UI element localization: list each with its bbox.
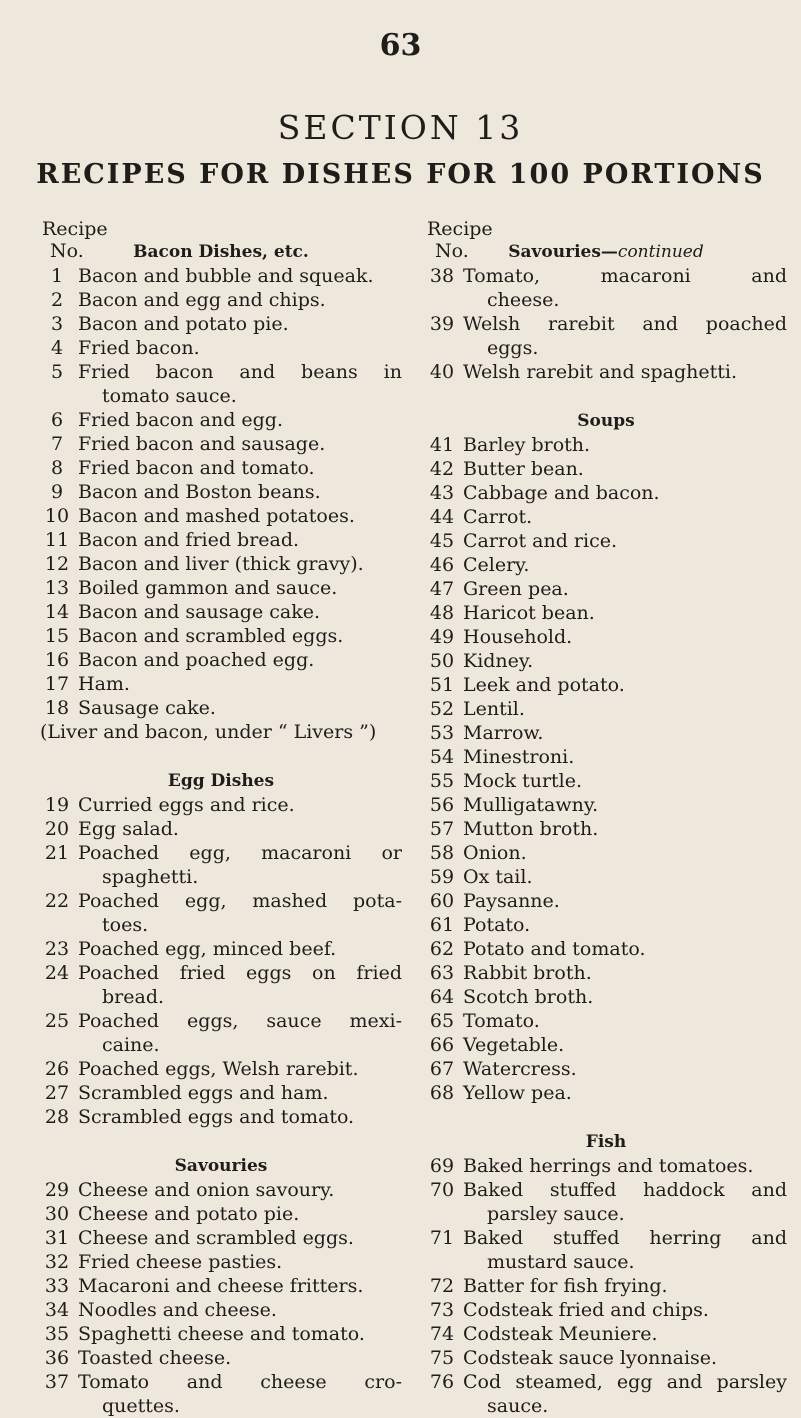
recipe-title-continuation: tomato sauce. <box>102 385 237 407</box>
recipe-title: Fried cheese pasties. <box>78 1251 283 1273</box>
recipe-title: Poached fried eggs on fried <box>78 962 402 984</box>
recipe-entry <box>40 817 402 841</box>
recipe-title: Cheese and onion savoury. <box>78 1179 335 1201</box>
section-heading-egg: Egg Dishes <box>167 771 275 791</box>
recipe-entry <box>425 1178 787 1226</box>
recipe-title: Bacon and sausage cake. <box>78 601 321 623</box>
section-heading-soups: Soups <box>577 411 635 431</box>
recipe-number: 68 <box>429 1082 455 1104</box>
section-heading-savouries-continued: Savouries—continued <box>508 242 704 262</box>
recipe-number: 61 <box>429 914 455 936</box>
recipe-title: Mulligatawny. <box>463 794 599 816</box>
recipe-number: 14 <box>44 601 70 623</box>
recipe-title: Green pea. <box>463 578 569 600</box>
recipe-entry <box>425 1081 787 1105</box>
recipe-title: Bacon and liver (thick gravy). <box>78 553 364 575</box>
recipe-title: Cheese and scrambled eggs. <box>78 1227 354 1249</box>
recipe-entry <box>425 697 787 721</box>
recipe-title: Mutton broth. <box>463 818 599 840</box>
recipe-number: 13 <box>44 577 70 599</box>
recipe-number: 26 <box>44 1058 70 1080</box>
recipe-entry <box>40 648 402 672</box>
recipe-entry <box>40 576 402 600</box>
recipe-entry <box>40 696 402 720</box>
recipe-entry <box>425 625 787 649</box>
recipe-entry <box>40 1250 402 1274</box>
recipe-number: 64 <box>429 986 455 1008</box>
recipe-title: Lentil. <box>463 698 525 720</box>
recipe-title: Fried bacon and egg. <box>78 409 284 431</box>
recipe-title: Codsteak fried and chips. <box>463 1299 709 1321</box>
recipe-title-continuation: cheese. <box>487 289 560 311</box>
recipe-number: 48 <box>429 602 455 624</box>
recipe-title: Bacon and egg and chips. <box>78 289 326 311</box>
recipe-title: Bacon and potato pie. <box>78 313 289 335</box>
recipe-entry <box>40 552 402 576</box>
recipe-number: 43 <box>429 482 455 504</box>
recipe-entry <box>40 1370 402 1418</box>
recipe-number: 25 <box>44 1010 70 1032</box>
recipe-number: 27 <box>44 1082 70 1104</box>
recipe-number: 36 <box>44 1347 70 1369</box>
recipe-list-fish <box>425 1154 787 1418</box>
recipe-entry <box>425 264 787 312</box>
recipe-entry <box>40 1274 402 1298</box>
recipe-number: 35 <box>44 1323 70 1345</box>
recipe-number: 73 <box>429 1299 455 1321</box>
recipe-label: Recipe <box>427 218 493 240</box>
recipe-title: Haricot bean. <box>463 602 595 624</box>
recipe-entry <box>40 624 402 648</box>
recipe-title: Tomato. <box>463 1010 540 1032</box>
recipe-list-soups <box>425 433 787 1105</box>
recipe-entry <box>425 817 787 841</box>
recipe-number: 56 <box>429 794 455 816</box>
recipe-title: Poached egg, minced beef. <box>78 938 337 960</box>
recipe-number: 28 <box>44 1106 70 1128</box>
recipe-number: 63 <box>429 962 455 984</box>
recipe-title: Egg salad. <box>78 818 179 840</box>
recipe-entry <box>425 360 787 384</box>
recipe-number: 45 <box>429 530 455 552</box>
recipe-entry <box>40 408 402 432</box>
recipe-number: 60 <box>429 890 455 912</box>
recipe-title: Potato and tomato. <box>463 938 646 960</box>
recipe-title: Poached eggs, Welsh rarebit. <box>78 1058 359 1080</box>
recipe-number: 52 <box>429 698 455 720</box>
recipe-entry <box>425 889 787 913</box>
recipe-entry <box>425 793 787 817</box>
recipe-title: Fried bacon. <box>78 337 200 359</box>
recipe-title: Scrambled eggs and tomato. <box>78 1106 355 1128</box>
recipe-entry <box>425 841 787 865</box>
recipe-title: Welsh rarebit and spaghetti. <box>463 361 738 383</box>
recipe-title-continuation: mustard sauce. <box>487 1251 635 1273</box>
recipe-title: Celery. <box>463 554 530 576</box>
recipe-number: 31 <box>44 1227 70 1249</box>
recipe-title: Potato. <box>463 914 531 936</box>
recipe-number: 55 <box>429 770 455 792</box>
recipe-number: 5 <box>50 361 64 383</box>
recipe-entry <box>40 1226 402 1250</box>
recipe-number: 49 <box>429 626 455 648</box>
recipe-number: 47 <box>429 578 455 600</box>
recipe-number: 42 <box>429 458 455 480</box>
recipe-title: Leek and potato. <box>463 674 625 696</box>
recipe-title: Kidney. <box>463 650 534 672</box>
recipe-number: 9 <box>50 481 64 503</box>
recipe-number: 21 <box>44 842 70 864</box>
recipe-title: Poached egg, mashed pota- <box>78 890 402 912</box>
recipe-title: Carrot. <box>463 506 533 528</box>
recipe-title: Boiled gammon and sauce. <box>78 577 338 599</box>
recipe-number: 71 <box>429 1227 455 1249</box>
section-heading-savouries: Savouries <box>174 1156 268 1176</box>
recipe-number: 62 <box>429 938 455 960</box>
recipe-number: 53 <box>429 722 455 744</box>
recipe-number: 10 <box>44 505 70 527</box>
right-column <box>425 218 787 1418</box>
recipe-title: Baked stuffed haddock and <box>463 1179 787 1201</box>
recipe-number: 75 <box>429 1347 455 1369</box>
no-label: No. <box>50 240 84 262</box>
recipe-number: 76 <box>429 1371 455 1393</box>
recipe-title: Codsteak sauce lyonnaise. <box>463 1347 718 1369</box>
recipe-entry <box>40 336 402 360</box>
recipe-title: Minestroni. <box>463 746 575 768</box>
recipe-number: 33 <box>44 1275 70 1297</box>
recipe-entry <box>425 1322 787 1346</box>
section-title: SECTION 13 <box>277 108 524 147</box>
recipe-number: 8 <box>50 457 64 479</box>
recipe-title: Cod steamed, egg and parsley <box>463 1371 787 1393</box>
recipe-entry <box>425 865 787 889</box>
recipe-entry <box>40 480 402 504</box>
recipe-entry <box>425 505 787 529</box>
recipe-title-continuation: parsley sauce. <box>487 1203 625 1225</box>
recipe-list-savouries-continued <box>425 264 787 384</box>
recipe-number: 2 <box>50 289 64 311</box>
recipe-number: 38 <box>429 265 455 287</box>
recipe-entry <box>40 1081 402 1105</box>
recipe-title: Macaroni and cheese fritters. <box>78 1275 364 1297</box>
recipe-number: 11 <box>44 529 70 551</box>
recipe-number: 57 <box>429 818 455 840</box>
recipe-title: Sausage cake. <box>78 697 216 719</box>
section-heading-bacon: Bacon Dishes, etc. <box>133 242 309 262</box>
recipe-entry <box>425 1057 787 1081</box>
recipe-number: 70 <box>429 1179 455 1201</box>
recipe-entry <box>425 1346 787 1370</box>
recipe-title: Poached eggs, sauce mexi- <box>78 1010 402 1032</box>
recipe-number: 32 <box>44 1251 70 1273</box>
recipe-number: 23 <box>44 938 70 960</box>
recipe-entry <box>40 264 402 288</box>
recipe-number: 54 <box>429 746 455 768</box>
recipe-title: Noodles and cheese. <box>78 1299 277 1321</box>
left-column <box>40 218 402 1418</box>
recipe-entry <box>425 1298 787 1322</box>
recipe-title: Bacon and mashed potatoes. <box>78 505 355 527</box>
recipe-entry <box>425 649 787 673</box>
recipe-number: 72 <box>429 1275 455 1297</box>
recipe-entry <box>425 769 787 793</box>
recipe-title: Vegetable. <box>463 1034 565 1056</box>
liver-note: (Liver and bacon, under “ Livers ”) <box>40 721 377 743</box>
recipe-entry <box>425 553 787 577</box>
recipe-title: Watercress. <box>463 1058 577 1080</box>
recipe-title: Scrambled eggs and ham. <box>78 1082 329 1104</box>
recipe-entry <box>425 985 787 1009</box>
recipe-number: 20 <box>44 818 70 840</box>
recipe-title: Paysanne. <box>463 890 560 912</box>
recipe-title: Cheese and potato pie. <box>78 1203 300 1225</box>
recipe-title: Curried eggs and rice. <box>78 794 295 816</box>
recipe-number: 3 <box>50 313 64 335</box>
recipe-entry <box>40 456 402 480</box>
recipe-number: 6 <box>50 409 64 431</box>
recipe-entry <box>425 1370 787 1418</box>
recipe-title: Ham. <box>78 673 130 695</box>
recipe-number: 16 <box>44 649 70 671</box>
recipe-entry <box>425 745 787 769</box>
recipe-number: 17 <box>44 673 70 695</box>
recipe-number: 65 <box>429 1010 455 1032</box>
recipe-entry <box>425 721 787 745</box>
recipe-entry <box>40 600 402 624</box>
recipe-entry <box>40 288 402 312</box>
recipe-title-continuation: bread. <box>102 986 165 1008</box>
recipe-number: 51 <box>429 674 455 696</box>
recipe-number: 1 <box>50 265 64 287</box>
recipe-title-continuation: quettes. <box>102 1395 180 1417</box>
recipe-list-savouries <box>40 1178 402 1418</box>
recipe-title: Tomato, macaroni and <box>463 265 787 287</box>
recipe-title-continuation: toes. <box>102 914 149 936</box>
recipe-number: 46 <box>429 554 455 576</box>
recipe-title: Fried bacon and tomato. <box>78 457 315 479</box>
recipe-title: Poached egg, macaroni or <box>78 842 402 864</box>
recipe-title: Welsh rarebit and poached <box>463 313 787 335</box>
recipe-number: 50 <box>429 650 455 672</box>
recipe-entry <box>425 1154 787 1178</box>
recipe-entry <box>425 1274 787 1298</box>
recipe-entry <box>425 937 787 961</box>
recipe-label: Recipe <box>42 218 108 240</box>
recipe-list-bacon <box>40 264 402 720</box>
recipe-number: 19 <box>44 794 70 816</box>
recipe-title: Fried bacon and beans in <box>78 361 402 383</box>
recipe-number: 41 <box>429 434 455 456</box>
recipe-title: Barley broth. <box>463 434 591 456</box>
recipe-title: Fried bacon and sausage. <box>78 433 326 455</box>
recipe-title: Bacon and poached egg. <box>78 649 315 671</box>
recipe-entry <box>40 1105 402 1129</box>
recipe-title: Cabbage and bacon. <box>463 482 660 504</box>
recipe-entry <box>40 961 402 1009</box>
recipe-entry <box>425 1009 787 1033</box>
recipe-number: 40 <box>429 361 455 383</box>
recipe-entry <box>40 841 402 889</box>
recipe-entry <box>40 312 402 336</box>
recipe-title-continuation: sauce. <box>487 1395 549 1417</box>
recipe-title: Rabbit broth. <box>463 962 592 984</box>
recipe-title-continuation: spaghetti. <box>102 866 199 888</box>
recipe-number: 69 <box>429 1155 455 1177</box>
recipe-entry <box>40 1346 402 1370</box>
recipe-number: 24 <box>44 962 70 984</box>
recipe-entry <box>40 672 402 696</box>
recipe-title-continuation: eggs. <box>487 337 539 359</box>
recipe-entry <box>40 1057 402 1081</box>
recipe-entry <box>40 1322 402 1346</box>
recipe-entry <box>40 1178 402 1202</box>
recipe-number: 34 <box>44 1299 70 1321</box>
recipe-entry <box>425 457 787 481</box>
recipe-entry <box>40 793 402 817</box>
recipe-title: Spaghetti cheese and tomato. <box>78 1323 365 1345</box>
recipe-entry <box>425 673 787 697</box>
recipe-entry <box>40 937 402 961</box>
recipe-title: Carrot and rice. <box>463 530 617 552</box>
recipe-number: 7 <box>50 433 64 455</box>
recipe-title: Baked herrings and tomatoes. <box>463 1155 754 1177</box>
recipe-number: 66 <box>429 1034 455 1056</box>
recipe-entry <box>40 889 402 937</box>
recipe-entry <box>40 432 402 456</box>
recipe-title: Baked stuffed herring and <box>463 1227 787 1249</box>
recipe-number: 59 <box>429 866 455 888</box>
recipe-list-egg <box>40 793 402 1129</box>
recipe-entry <box>425 529 787 553</box>
recipe-number: 12 <box>44 553 70 575</box>
recipe-title: Onion. <box>463 842 527 864</box>
recipe-number: 37 <box>44 1371 70 1393</box>
recipe-title: Batter for fish frying. <box>463 1275 668 1297</box>
recipe-number: 29 <box>44 1179 70 1201</box>
recipe-entry <box>425 601 787 625</box>
recipe-title: Mock turtle. <box>463 770 583 792</box>
recipe-entry <box>425 433 787 457</box>
recipe-title: Marrow. <box>463 722 544 744</box>
recipe-number: 74 <box>429 1323 455 1345</box>
recipe-entry <box>40 504 402 528</box>
recipe-title: Scotch broth. <box>463 986 594 1008</box>
recipe-title: Tomato and cheese cro- <box>78 1371 402 1393</box>
recipe-entry <box>40 360 402 408</box>
recipe-entry <box>40 1298 402 1322</box>
recipe-title: Bacon and fried bread. <box>78 529 300 551</box>
recipe-title: Yellow pea. <box>463 1082 572 1104</box>
recipe-entry <box>40 1009 402 1057</box>
recipe-title: Bacon and Boston beans. <box>78 481 321 503</box>
recipe-number: 4 <box>50 337 64 359</box>
page-number: 63 <box>379 28 422 63</box>
recipe-entry <box>425 913 787 937</box>
recipe-number: 44 <box>429 506 455 528</box>
recipe-entry <box>425 577 787 601</box>
recipe-number: 58 <box>429 842 455 864</box>
recipe-title: Household. <box>463 626 573 648</box>
page-title: RECIPES FOR DISHES FOR 100 PORTIONS <box>36 159 765 190</box>
recipe-entry <box>425 1226 787 1274</box>
recipe-entry <box>425 961 787 985</box>
recipe-entry <box>425 481 787 505</box>
recipe-title: Codsteak Meuniere. <box>463 1323 658 1345</box>
recipe-entry <box>425 1033 787 1057</box>
recipe-title: Bacon and scrambled eggs. <box>78 625 344 647</box>
recipe-entry <box>40 1202 402 1226</box>
recipe-number: 30 <box>44 1203 70 1225</box>
recipe-number: 18 <box>44 697 70 719</box>
no-label: No. <box>435 240 469 262</box>
recipe-title-continuation: caine. <box>102 1034 160 1056</box>
recipe-number: 22 <box>44 890 70 912</box>
recipe-title: Ox tail. <box>463 866 533 888</box>
recipe-number: 39 <box>429 313 455 335</box>
recipe-entry <box>425 312 787 360</box>
recipe-title: Butter bean. <box>463 458 584 480</box>
recipe-title: Bacon and bubble and squeak. <box>78 265 374 287</box>
recipe-number: 15 <box>44 625 70 647</box>
recipe-number: 67 <box>429 1058 455 1080</box>
section-heading-fish: Fish <box>585 1132 627 1152</box>
recipe-title: Toasted cheese. <box>78 1347 232 1369</box>
recipe-entry <box>40 528 402 552</box>
